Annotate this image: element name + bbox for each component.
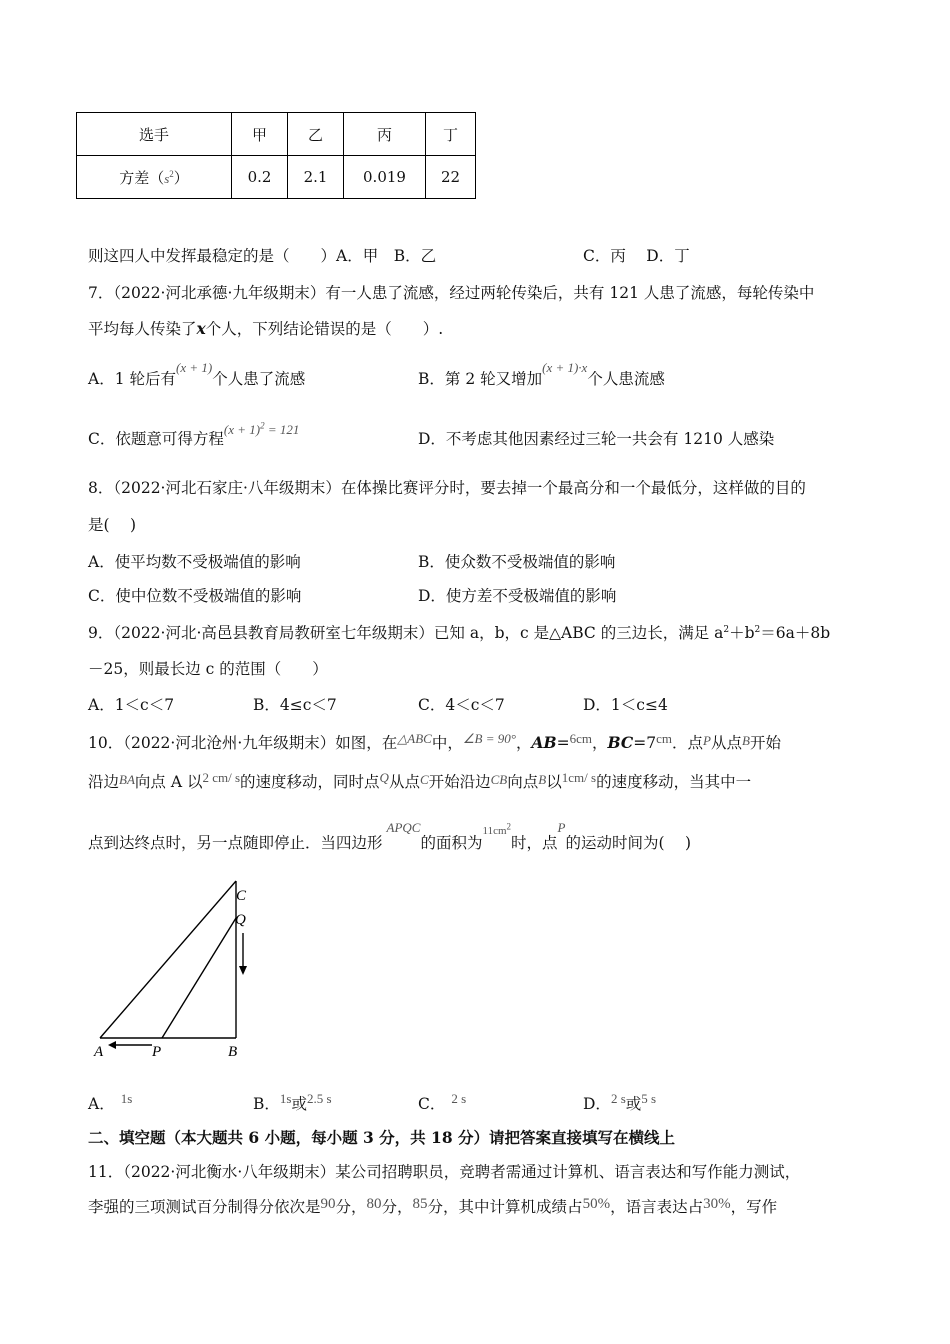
q10-l2-a: 沿边 [88, 773, 120, 791]
q10-speed-q: 1cm/ s [561, 770, 597, 785]
q7-stem-line2 [88, 317, 443, 339]
q10-figure [80, 878, 280, 1063]
q8-stem-line2: 是( ) [88, 516, 137, 534]
q10-option-a [88, 1092, 132, 1114]
q10-option-b [253, 1092, 332, 1114]
q10-l3-c: 时，点 [511, 834, 558, 852]
q10-b-or: 或 [291, 1095, 307, 1113]
q7-line2-b: 个人，下列结论错误的是（ ）. [205, 320, 444, 338]
q10-eq-2: = [633, 734, 647, 752]
q7-option-b [418, 360, 665, 389]
q10-bc-label: BC [607, 733, 634, 752]
q7-b-math: (x + 1)·x [542, 360, 588, 375]
q10-d-value-2: 5 s [641, 1091, 657, 1106]
q10-l1-a: 10．（2022·河北沧州·九年级期末）如图，在 [88, 734, 398, 752]
q10-speed-p: 2 cm/ s [202, 770, 241, 785]
q9-line1-c: ＝6a＋8b [760, 624, 831, 642]
q7-a-math: (x + 1) [175, 360, 213, 375]
row-label-text: 方差（ [119, 168, 165, 187]
q10-l2-c: 的速度移动，同时点 [240, 773, 380, 791]
q9-option-c: C．4＜c＜7 [418, 696, 505, 714]
q10-ab-label: AB [531, 733, 557, 752]
table-header-cell: 选手 [77, 113, 232, 156]
q10-area-value: 11cm [482, 825, 507, 837]
q10-a-value: 1s [120, 1091, 133, 1106]
q10-point-q: Q [379, 770, 389, 785]
q9-option-d: D．1＜c≤4 [583, 696, 668, 714]
q10-l2-e: 开始沿边 [428, 773, 491, 791]
q9-stem-line2: －25，则最长边 c 的范围（ ） [88, 660, 328, 678]
q11-l2-e: ，语言表达占 [610, 1198, 704, 1216]
segment-pq [162, 918, 236, 1038]
q10-point-p-2: P [557, 820, 566, 835]
q10-l1-f: 从点 [710, 734, 742, 752]
q6-option-cd: C．丙 D．丁 [583, 247, 690, 265]
q8-option-b: B．使众数不受极端值的影响 [418, 553, 616, 571]
q10-seg-cb: CB [490, 772, 508, 787]
q10-point-p: P [703, 733, 711, 748]
q11-stem-line2 [88, 1195, 777, 1217]
row-label-end: ） [173, 168, 189, 187]
q10-l1-c: ， [515, 734, 532, 752]
label-c: C [236, 888, 247, 904]
q7-c-math-base: (x + 1) [223, 422, 261, 437]
q10-ab-value: 6cm [569, 731, 592, 746]
q10-b-value-1: 1s [279, 1091, 292, 1106]
q10-seg-ba: BA [119, 772, 135, 787]
table-cell: 22 [426, 156, 476, 199]
q8-option-c: C．使中位数不受极端值的影响 [88, 587, 302, 605]
table-cell: 2.1 [288, 156, 344, 199]
q7-option-d: D．不考虑其他因素经过三轮一共会有 1210 人感染 [418, 430, 775, 448]
table-cell: 0.2 [232, 156, 288, 199]
q10-stem-line1 [88, 731, 781, 753]
table-cell: 0.019 [344, 156, 426, 199]
row-label-symbol: s [164, 170, 170, 186]
q9-stem-line1 [88, 621, 830, 643]
q6-stem: 则这四人中发挥最稳定的是（ ）A．甲 B．乙 [88, 247, 437, 265]
q7-line2-a: 平均每人传染了 [88, 320, 197, 338]
q11-score-80: 80 [366, 1196, 382, 1212]
q11-pct-50: 50% [582, 1196, 611, 1212]
arrow-left-icon [108, 1041, 116, 1049]
row-label-sup: 2 [169, 168, 174, 179]
q11-score-90: 90 [320, 1196, 336, 1212]
q10-point-b-2: B [538, 772, 547, 787]
q10-d-value-1: 2 s [610, 1091, 626, 1106]
q11-l2-c: 分， [381, 1198, 413, 1216]
q7-a-post: 个人患了流感 [212, 370, 306, 388]
q10-d-label: D． [583, 1095, 611, 1113]
label-q: Q [235, 912, 246, 928]
q9-line1-b: ＋b [729, 624, 755, 642]
q10-l2-d: 从点 [388, 773, 420, 791]
q7-a-pre: A．1 轮后有 [88, 370, 176, 388]
table-header-cell: 丙 [344, 113, 426, 156]
table-row [77, 156, 476, 199]
q7-c-math-rhs: = 121 [264, 422, 300, 437]
side-ac [100, 881, 236, 1038]
q10-b-label: B． [253, 1095, 280, 1113]
q8-option-a: A．使平均数不受极端值的影响 [88, 553, 301, 571]
q10-b-value-2: 2.5 s [306, 1091, 332, 1106]
q10-point-c: C [419, 772, 429, 787]
table-header-cell: 甲 [232, 113, 288, 156]
q10-stem-line2 [88, 770, 751, 792]
q10-bc-unit: cm [656, 731, 672, 746]
q11-l2-f: ，写作 [730, 1198, 778, 1216]
variance-table [76, 112, 476, 199]
q10-l1-e: ．点 [672, 734, 704, 752]
q10-option-d [583, 1092, 656, 1114]
q10-d-or: 或 [625, 1095, 642, 1113]
q11-l2-b: 分， [335, 1198, 367, 1216]
table-header-row [77, 113, 476, 156]
q7-b-post: 个人患流感 [587, 370, 665, 388]
q10-eq-1: = [556, 734, 570, 752]
q10-l1-d: ， [591, 734, 608, 752]
q7-option-a [88, 360, 306, 389]
table-row-label [77, 156, 232, 199]
q11-l2-d: 分，其中计算机成绩占 [427, 1198, 583, 1216]
q9-sup-a: 2 [723, 624, 730, 635]
q10-stem-line3 [88, 820, 692, 853]
q10-l2-g: 以 [546, 773, 562, 791]
q10-area-sup: 2 [506, 821, 512, 832]
q7-c-math-sup: 2 [260, 420, 265, 431]
q9-option-b: B．4≤c＜7 [253, 696, 337, 714]
q11-l2-a: 李强的三项测试百分制得分依次是 [88, 1198, 321, 1216]
q7-c-math [224, 422, 299, 437]
q10-l3-a: 点到达终点时，另一点随即停止．当四边形 [88, 834, 383, 852]
q9-option-a: A．1＜c＜7 [88, 696, 175, 714]
table-header-cell: 丁 [426, 113, 476, 156]
q8-option-d: D．使方差不受极端值的影响 [418, 587, 617, 605]
section-heading: 二、填空题（本大题共 6 小题，每小题 3 分，共 18 分）请把答案直接填写在横线上 [88, 1128, 676, 1147]
q10-c-value: 2 s [451, 1091, 467, 1106]
q11-stem-line1: 11．（2022·河北衡水·八年级期末）某公司招聘职员，竞聘者需通过计算机、语言表达和写作能力测试， [88, 1163, 801, 1181]
q10-angle: ∠B = 90° [462, 731, 516, 746]
table-header-cell: 乙 [288, 113, 344, 156]
q7-stem-line1: 7．（2022·河北承德·九年级期末）有一人患了流感，经过两轮传染后，共有 121 人患了流感，每轮传染中 [88, 284, 815, 302]
label-b: B [228, 1044, 238, 1060]
q10-l3-b: 的面积为 [420, 834, 483, 852]
q7-option-c [88, 420, 300, 449]
q8-stem-line1: 8．（2022·河北石家庄·八年级期末）在体操比赛评分时，要去掉一个最高分和一个最低分，这样做的目的 [88, 479, 806, 497]
q10-point-b: B [741, 733, 750, 748]
q9-line1-a: 9．（2022·河北·高邑县教育局教研室七年级期末）已知 a，b，c 是△ABC 的三边长，满足 a [88, 624, 724, 642]
q10-a-label: A． [88, 1095, 115, 1113]
label-a: A [94, 1044, 104, 1060]
q10-l2-h: 的速度移动，当其中一 [596, 773, 752, 791]
q10-quad: APQC [386, 820, 421, 835]
q10-l1-b: 中， [431, 734, 463, 752]
q10-l1-g: 开始 [749, 734, 781, 752]
q10-l3-d: 的运动时间为( ) [565, 834, 692, 852]
q7-var-x: x [196, 319, 206, 338]
q10-area [482, 821, 512, 837]
q10-c-label: C． [418, 1095, 446, 1113]
q10-l2-f: 向点 [507, 773, 539, 791]
q9-sup-b: 2 [754, 624, 761, 635]
label-p: P [152, 1044, 162, 1060]
q10-triangle: △ABC [397, 731, 432, 746]
q10-l2-b: 向点 A 以 [134, 773, 203, 791]
q10-bc-value: 7 [646, 734, 657, 752]
q11-pct-30: 30% [703, 1196, 731, 1212]
arrow-down-icon [239, 966, 247, 975]
q10-option-c [418, 1092, 466, 1114]
q7-b-pre: B．第 2 轮又增加 [418, 370, 543, 388]
q7-c-pre: C．依题意可得方程 [88, 430, 224, 448]
q11-score-85: 85 [412, 1196, 428, 1212]
